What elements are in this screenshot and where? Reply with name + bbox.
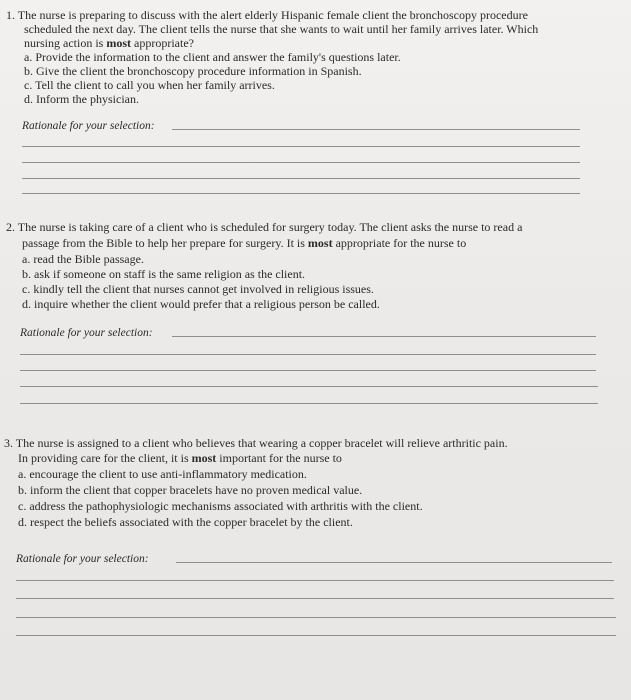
question-1-rationale-line-2[interactable] <box>22 146 580 147</box>
question-3-option-d: d. respect the beliefs associated with the copper bracelet by the client. <box>18 515 353 529</box>
question-1-rationale-label: Rationale for your selection: <box>22 120 155 132</box>
question-3-rationale-line-4[interactable] <box>16 617 616 618</box>
question-1-rationale-line-4[interactable] <box>22 178 580 179</box>
question-1-rationale-line-3[interactable] <box>22 162 580 163</box>
question-3-option-c: c. address the pathophysiologic mechanisms associated with arthritis with the client. <box>18 499 423 513</box>
question-1-stem-line-2: scheduled the next day. The client tells the nurse that she wants to wait until her family arrives later. Which <box>24 22 539 36</box>
question-3-rationale-line-5[interactable] <box>16 635 616 636</box>
question-2-rationale-line-4[interactable] <box>20 386 598 387</box>
question-3-rationale-label: Rationale for your selection: <box>16 553 149 565</box>
question-2-stem-line-1: 2. The nurse is taking care of a client who is scheduled for surgery today. The client asks the nurse to read a <box>6 220 523 234</box>
question-2-rationale-line-2[interactable] <box>20 354 596 355</box>
question-2-option-a: a. read the Bible passage. <box>22 252 144 266</box>
question-3-stem-line-2: In providing care for the client, it is most important for the nurse to <box>18 451 342 465</box>
question-1-option-d: d. Inform the physician. <box>24 92 139 106</box>
question-3-rationale-line-2[interactable] <box>16 580 614 581</box>
question-1-stem-line-3: nursing action is most appropriate? <box>24 36 194 50</box>
question-2-rationale-line-3[interactable] <box>20 370 596 371</box>
question-2-rationale-label: Rationale for your selection: <box>20 327 153 339</box>
question-1-stem-line-1: 1. The nurse is preparing to discuss with the alert elderly Hispanic female client the bronchoscopy procedure <box>6 8 528 22</box>
question-2-stem-line-2: passage from the Bible to help her prepare for surgery. It is most appropriate for the nurse to <box>22 236 467 250</box>
question-1-option-c: c. Tell the client to call you when her family arrives. <box>24 78 275 92</box>
question-1-option-a: a. Provide the information to the client and answer the family's questions later. <box>24 50 401 64</box>
question-3-rationale-line-3[interactable] <box>16 598 614 599</box>
question-2-rationale-line-1[interactable] <box>172 336 596 337</box>
question-1-rationale-line-5[interactable] <box>22 193 580 194</box>
question-1-option-b: b. Give the client the bronchoscopy procedure information in Spanish. <box>24 64 362 78</box>
question-3-option-b: b. inform the client that copper bracelets have no proven medical value. <box>18 483 363 497</box>
question-3-rationale-line-1[interactable] <box>176 562 612 563</box>
question-3-option-a: a. encourage the client to use anti-inflammatory medication. <box>18 467 307 481</box>
question-2-option-b: b. ask if someone on staff is the same religion as the client. <box>22 267 306 281</box>
question-2-option-d: d. inquire whether the client would prefer that a religious person be called. <box>22 297 380 311</box>
question-2-option-c: c. kindly tell the client that nurses cannot get involved in religious issues. <box>22 282 374 296</box>
question-3-stem-line-1: 3. The nurse is assigned to a client who believes that wearing a copper bracelet will relieve arthritic pain. <box>4 436 508 450</box>
question-1-rationale-line-1[interactable] <box>172 129 580 130</box>
question-2-rationale-line-5[interactable] <box>20 403 598 404</box>
